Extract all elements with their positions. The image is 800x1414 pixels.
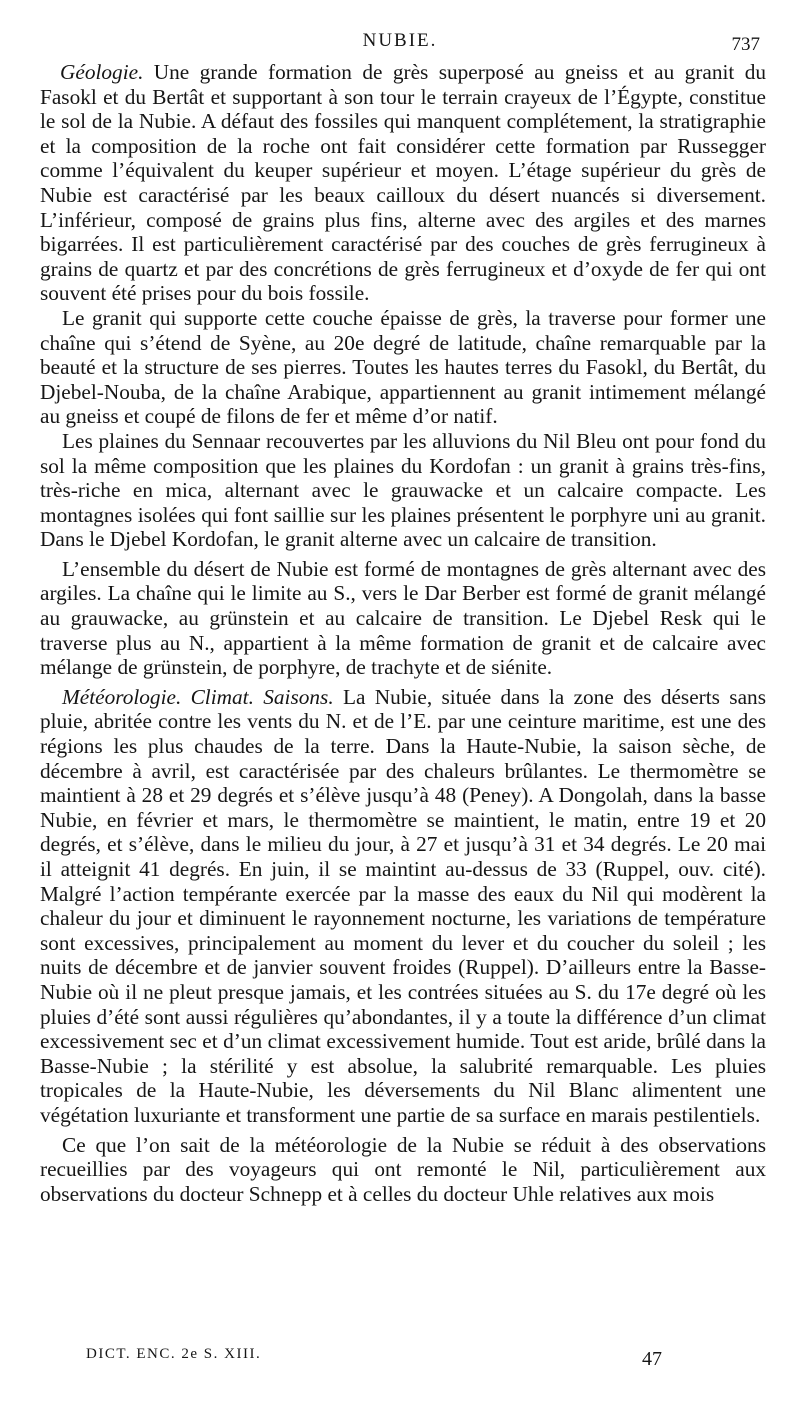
paragraph-meteorologie — [40, 685, 766, 1128]
sheet-number: 47 — [642, 1348, 662, 1370]
paragraph-text: Ce que l’on sait de la météorologie de la Nubie se réduit à des observations recueillies par des voyageurs qui ont remonté le Nil, particulièrement aux observations du docteur Schnepp et à celles du docteur Uhle relatives aux mois — [40, 1132, 766, 1206]
running-head — [40, 30, 760, 58]
page-footer — [86, 1342, 740, 1372]
paragraph-text: La Nubie, située dans la zone des déserts sans pluie, abritée contre les vents du N. et de l’E. par une ceinture maritime, est une des régions les plus chaudes de la terre. Dans la Haute-Nubie, la saison sèche, de décembre à avril, est caractérisée par des chaleurs brûlantes. Le thermomètre se maintient à 28 et 29 degrés et s’élève jusqu’à 48 (Peney). A Dongolah, dans la basse Nubie, en février et mars, le thermomètre se maintient, le matin, entre 19 et 20 degrés, et s’élève, dans le milieu du jour, à 27 et jusqu’à 31 et 34 degrés. Le 20 mai il atteignit 41 degrés. En juin, il se maintint au-dessus de 33 (Ruppel, ouv. cité). Malgré l’action tempérante exercée par la masse des eaux du Nil qui modèrent la chaleur du jour et diminuent le rayonnement nocturne, les variations de température sont excessives, principalement au moment du lever et du coucher du soleil ; les nuits de décembre et de janvier souvent froides (Ruppel). D’ailleurs entre la Basse-Nubie où il ne pleut presque jamais, et les contrées situées au S. du 17e degré où les pluies d’été sont aussi régulières qu’abondantes, il y a toute la différence d’un climat excessivement sec et d’un climat excessivement humide. Tout est aride, brûlé dans la Basse-Nubie ; la stérilité y est absolue, la salubrité remarquable. Les pluies tropicales de la Haute-Nubie, les déversements du Nil Blanc alimentent une végétation luxuriante et transforment une partie de sa surface en marais pestilentiels. — [40, 684, 766, 1127]
section-heading-geologie: Géologie. — [60, 60, 144, 84]
running-title: NUBIE. — [362, 30, 438, 51]
paragraph-observations — [40, 1133, 766, 1207]
paragraph-geologie — [40, 60, 766, 306]
paragraph-text: Le granit qui supporte cette couche épaisse de grès, la traverse pour former une chaîne qui s’étend de Syène, au 20e degré de latitude, chaîne remarquable par la beauté et la structure de ses pierres. Toutes les hautes terres du Fasokl, du Bertât, du Djebel-Nouba, de la chaîne Arabique, appartiennent au granit intimement mélangé au gneiss et coupé de filons de fer et même d’or natif. — [40, 305, 766, 429]
paragraph-text: Une grande formation de grès superposé au gneiss et au granit du Fasokl et du Bertât et supportant à son tour le terrain crayeux de l’Égypte, constitue le sol de la Nubie. A défaut des fossiles qui manquent complétement, la stratigraphie et la composition de la roche ont fait considérer cette formation par Russegger comme l’équivalent du keuper supérieur et moyen. L’étage supérieur du grès de Nubie est caractérisé par les beaux cailloux du désert nuancés si diversement. L’inférieur, composé de grains plus fins, alterne avec des argiles et des marnes bigarrées. Il est particulièrement caractérisé par des couches de grès ferrugineux à grains de quartz et par des concrétions de grès ferrugineux et d’oxyde de fer qui ont souvent été prises pour du bois fossile. — [40, 60, 766, 306]
printer-signature: DICT. ENC. 2e S. XIII. — [86, 1346, 262, 1362]
section-heading-meteorologie: Météorologie. Climat. Saisons. — [62, 684, 334, 709]
paragraph-desert — [40, 557, 766, 680]
body-text — [40, 60, 766, 1206]
paragraph-sennaar — [40, 429, 766, 552]
paragraph-text: Les plaines du Sennaar recouvertes par les alluvions du Nil Bleu ont pour fond du sol la même composition que les plaines du Kordofan : un granit à grains très-fins, très-riche en mica, alternant avec le grauwacke et un calcaire compacte. Les montagnes isolées qui font saillie sur les plaines présentent le porphyre uni au granit. Dans le Djebel Kordofan, le granit alterne avec un calcaire de transition. — [40, 428, 766, 552]
paragraph-granit — [40, 306, 766, 429]
paragraph-text: L’ensemble du désert de Nubie est formé de montagnes de grès alternant avec des argiles. La chaîne qui le limite au S., vers le Dar Berber est formé de granit mélangé au grauwacke, au grünstein et au calcaire de transition. Le Djebel Resk qui le traverse plus au N., appartient à la même formation de granit et de calcaire avec mélange de grünstein, de porphyre, de trachyte et de siénite. — [40, 556, 766, 680]
page-number: 737 — [731, 34, 760, 55]
